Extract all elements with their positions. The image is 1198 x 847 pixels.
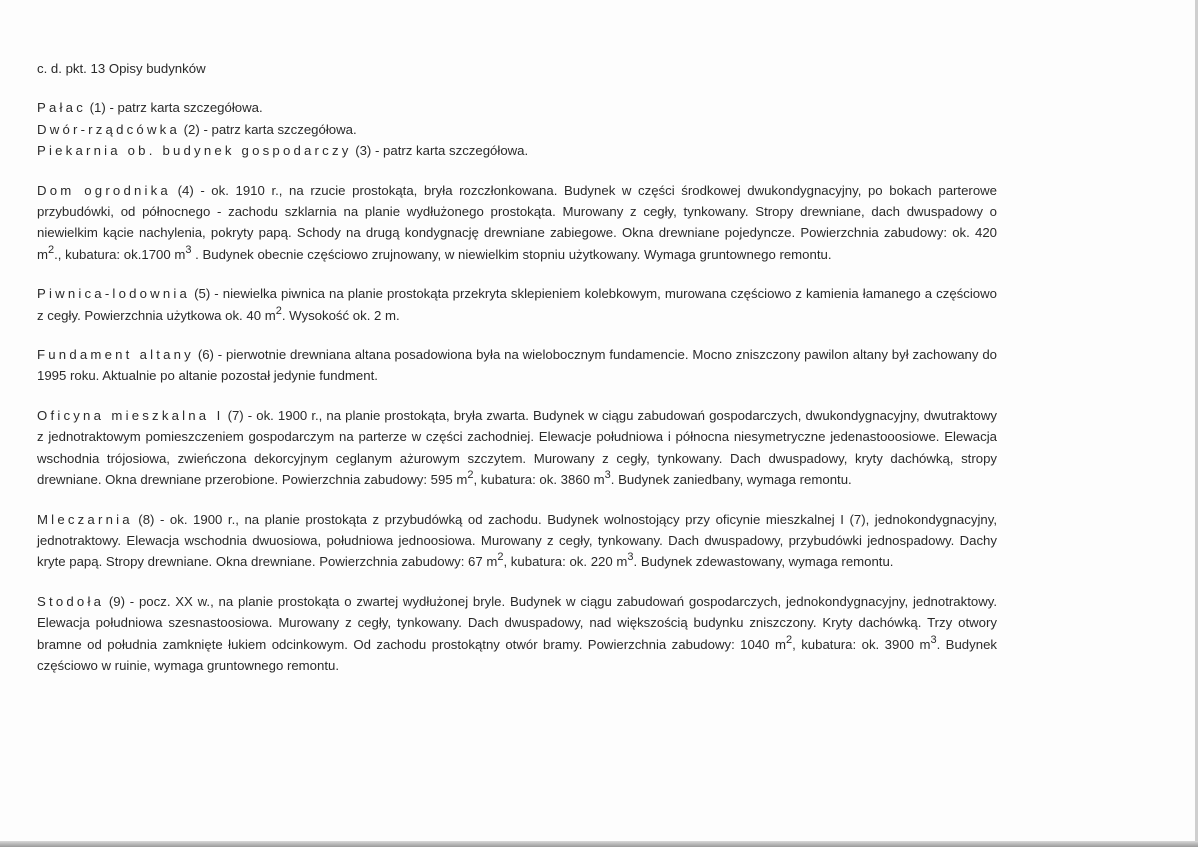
superscript: 2	[467, 469, 474, 482]
intro-item	[37, 140, 997, 161]
entry-text: . Budynek obecnie częściowo zrujnowany, w niewielkim stopniu użytkowany. Wymaga gruntownego remontu.	[191, 246, 832, 262]
entry-text: , kubatura: ok. 3860 m	[473, 472, 605, 488]
entry-text: (7) - ok. 1900 r., na planie prostokąta, bryła zwarta. Budynek w ciągu zabudowań gospodarczych, dwukondygnacyjny, dwutraktowy z jednotraktowym pomieszczeniem gospodarczym na parterze w części zachodniej. Elewacje południowa i północna niesymetryczne jedenastooosiowe. Elewacja wschodnia trójosiowa, zwieńczona dekorcyjnym ceglanym ażurowym szczytem. Murowany z cegły, tynkowany. Dach dwuspadowy, kryty dachówką, stropy drewniane. Okna drewniane przerobione. Powierzchnia zabudowy: 595 m	[37, 407, 997, 488]
intro-text: (2) - patrz karta szczegółowa.	[180, 121, 357, 137]
building-name: Pałac	[37, 100, 86, 116]
entry-text: . Wysokość ok. 2 m.	[281, 307, 400, 323]
page-edge	[0, 841, 1198, 847]
entry-mleczarnia	[37, 509, 997, 573]
intro-item	[37, 119, 997, 140]
entry-dom-ogrodnika	[37, 180, 997, 266]
intro-item	[37, 97, 997, 118]
entry-piwnica-lodownia	[37, 283, 997, 326]
entry-oficyna-mieszkalna	[37, 405, 997, 491]
superscript: 2	[275, 304, 282, 317]
superscript: 3	[627, 551, 634, 564]
building-name: Piekarnia ob. budynek gospodarczy	[37, 143, 352, 159]
entry-text: ., kubatura: ok.1700 m	[54, 246, 186, 262]
entry-text: . Budynek zaniedbany, wymaga remontu.	[610, 472, 852, 488]
superscript: 2	[497, 551, 504, 564]
building-name: Mleczarnia	[37, 511, 133, 527]
entry-text: (5) - niewielka piwnica na planie prostokąta przekryta sklepieniem kolebkowym, murowana częściowo z kamienia łamanego a częściowo z cegły. Powierzchnia użytkowa ok. 40 m	[37, 286, 997, 323]
intro-list	[37, 97, 997, 161]
entry-text: (8) - ok. 1900 r., na planie prostokąta z przybudówką od zachodu. Budynek wolnostojący przy oficynie mieszkalnej I (7), jednokondygnacyjny, jednotraktowy. Elewacja wschodnia dwuosiowa, południowa jednoosiowa. Murowany z cegły, tynkowany. Dach dwuspadowy, przybudówki jednospadowy. Dachy kryte papą. Stropy drewniane. Okna drewniane. Powierzchnia zabudowy: 67 m	[37, 511, 997, 570]
superscript: 3	[185, 243, 192, 256]
building-name: Stodoła	[37, 593, 105, 609]
page-heading: c. d. pkt. 13 Opisy budynków	[37, 61, 206, 76]
building-name: Oficyna mieszkalna I	[37, 407, 224, 423]
building-name: Fundament altany	[37, 347, 194, 363]
entry-text: , kubatura: ok. 3900 m	[792, 636, 931, 652]
intro-text: (3) - patrz karta szczegółowa.	[351, 143, 529, 159]
entry-fundament-altany	[37, 344, 997, 387]
building-name: Dom ogrodnika	[37, 182, 171, 198]
entry-text: (6) - pierwotnie drewniana altana posadowiona była na wielobocznym fundamencie. Mocno zniszczony pawilon altany był zachowany do 1995 roku. Aktualnie po altanie pozostał jedynie fundment.	[37, 347, 998, 384]
superscript: 3	[604, 469, 611, 482]
superscript: 2	[785, 633, 793, 646]
entry-text: , kubatura: ok. 220 m	[503, 554, 628, 570]
entry-text: . Budynek zdewastowany, wymaga remontu.	[633, 554, 894, 570]
entry-text: (9) - pocz. XX w., na planie prostokąta o zwartej wydłużonej bryle. Budynek w ciągu zabudowań gospodarczych, jednokondygnacyjny, jednotraktowy. Elewacja południowa szesnastoosiowa. Murowany z cegły, tynkowany. Dach dwuspadowy, nad większością budynku zniszczony. Kryty dachówką. Trzy otwory bramne od południa zamknięte łukiem odcinkowym. Od zachodu prostokątny otwór bramy. Powierzchnia zabudowy: 1040 m	[37, 593, 997, 652]
entry-stodola	[37, 591, 997, 677]
entry-text: (4) - ok. 1910 r., na rzucie prostokąta, bryła rozczłonkowana. Budynek w części środkowej dwukondygnacyjny, po bokach parterowe przybudówki, od północnego - zachodu szklarnia na planie wydłużonego prostokąta. Murowany z cegły, tynkowany. Stropy drewniane, dach dwuspadowy o niewielkim kącie nachylenia, pokryty papą. Schody na drugą kondygnację drewniane zabiegowe. Okna drewniane pojedyncze. Powierzchnia zabudowy: ok. 420 m	[37, 182, 998, 262]
intro-text: (1) - patrz karta szczegółowa.	[86, 100, 263, 116]
entry-text: . Budynek częściowo w ruinie, wymaga gruntownego remontu.	[37, 636, 997, 673]
document-body	[37, 58, 997, 694]
superscript: 3	[930, 633, 937, 646]
building-name: Dwór-rządcówka	[37, 121, 180, 137]
superscript: 2	[48, 243, 55, 256]
building-name: Piwnica-lodownia	[37, 286, 191, 302]
